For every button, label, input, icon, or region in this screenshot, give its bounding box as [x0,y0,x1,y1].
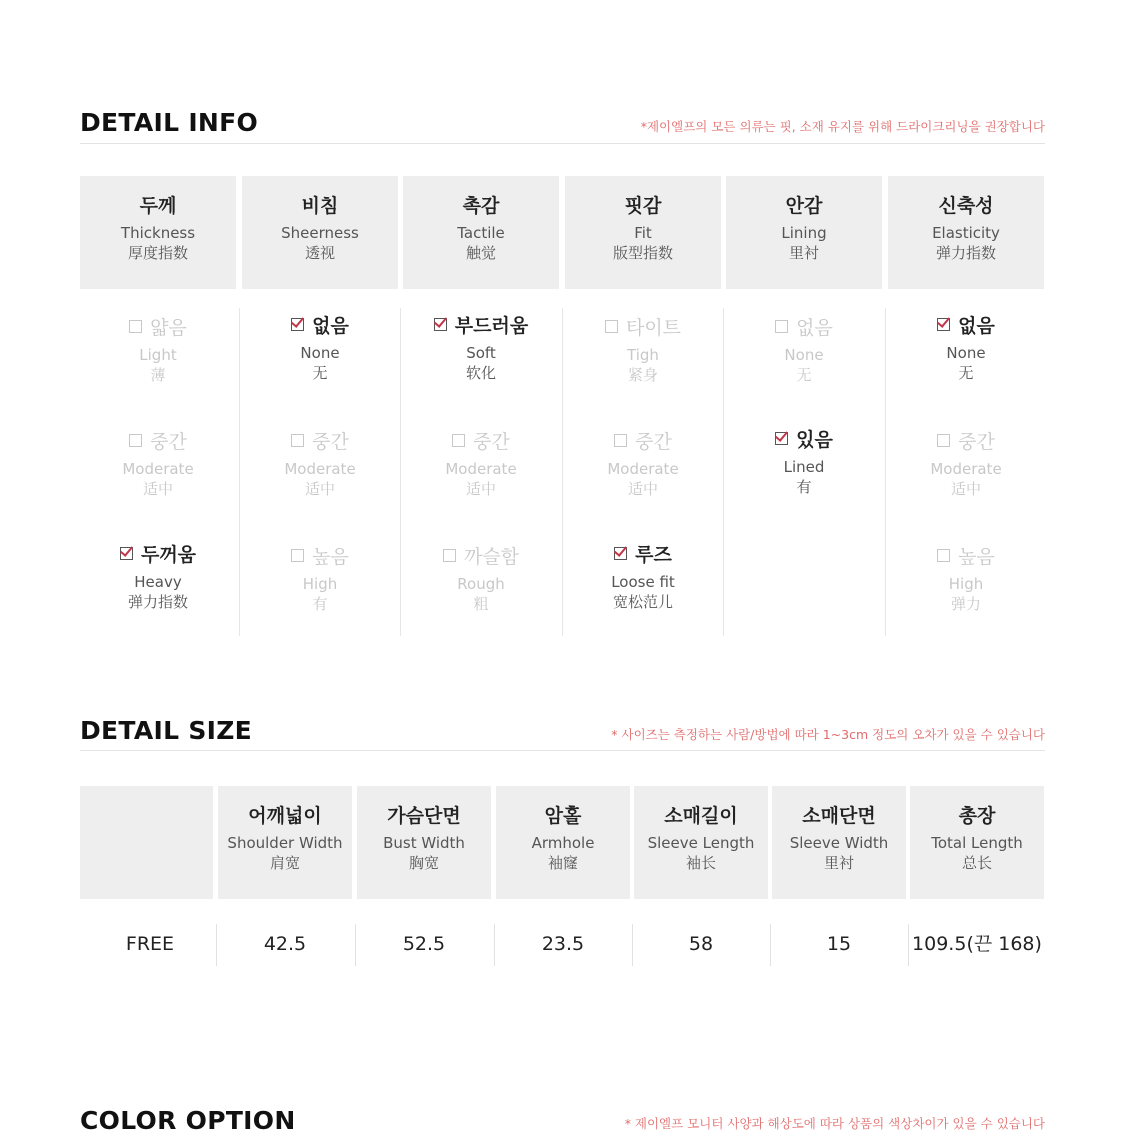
detail-info-divider [80,143,1045,144]
info-option-en-label: Moderate [284,460,356,478]
info-option-cn-label: 弹力指数 [127,593,188,611]
info-option-ko [79,316,237,340]
size-cell-divider [770,924,771,966]
size-cell-divider [632,924,633,966]
column-divider [239,308,240,636]
info-option [402,430,560,499]
info-option-cn-label: 弹力 [950,595,981,613]
info-option-ko [79,543,237,567]
unchecked-box-icon [937,434,950,447]
info-option-en-label: Rough [457,575,505,593]
info-option-ko [79,430,237,454]
size-header-en-label: Sleeve Length [647,834,755,852]
info-header-cn-label: 厚度指数 [127,244,188,262]
info-option-cn-label: 粗 [473,595,489,613]
unchecked-box-icon [937,549,950,562]
size-value-cell: 58 [688,933,714,955]
info-option-ko-label: 없음 [958,315,995,337]
info-option-ko-label: 중간 [150,431,187,453]
info-header-cn-label: 弹力指数 [935,244,996,262]
size-header-en-label: Total Length [931,834,1023,852]
info-option [79,543,237,612]
info-option-cn-label: 无 [312,364,328,382]
info-option-ko [241,545,399,569]
info-option-ko-label: 있음 [796,429,833,451]
unchecked-box-icon [443,549,456,562]
column-divider [723,308,724,636]
size-header-ko-label: 암홀 [544,805,582,827]
info-option-cn-label: 适中 [950,480,981,498]
info-option [241,314,399,383]
info-option-cn-label: 适中 [142,480,173,498]
info-option [79,430,237,499]
info-header-sheerness [242,176,398,289]
info-option-ko-label: 중간 [473,431,510,453]
info-option [887,545,1045,614]
info-option-ko [887,545,1045,569]
unchecked-box-icon [452,434,465,447]
info-option-ko [241,430,399,454]
unchecked-box-icon [614,434,627,447]
info-option-ko [564,316,722,340]
info-option [241,545,399,614]
size-header-sleeve-length [634,786,768,899]
info-option-ko [725,316,883,340]
info-option-cn-label: 宽松范儿 [612,593,673,611]
info-option [564,430,722,499]
info-header-elasticity [888,176,1044,289]
size-header-cn-label: 袖窿 [547,854,578,872]
info-option-ko [402,314,560,338]
checked-box-icon [291,318,304,331]
size-header-en-label: Armhole [531,834,595,852]
info-header-en-label: Tactile [457,224,505,242]
info-option-en-label: High [948,575,984,593]
info-header-en-label: Thickness [120,224,196,242]
info-option-en-label: Moderate [930,460,1002,478]
info-option-ko-label: 루즈 [635,544,672,566]
info-option-en-label: None [300,344,340,362]
info-header-cn-label: 透视 [304,244,335,262]
size-header-cn-label: 胸宽 [408,854,439,872]
info-option [564,543,722,612]
info-header-ko-label: 두께 [139,195,177,217]
info-option-ko [564,543,722,567]
info-header-ko-label: 촉감 [462,195,500,217]
info-option-ko-label: 얇음 [150,317,187,339]
info-header-cn-label: 触觉 [465,244,496,262]
info-option-cn-label: 软化 [465,364,496,382]
info-header-en-label: Lining [781,224,827,242]
info-option-ko-label: 높음 [958,546,995,568]
info-option-cn-label: 薄 [150,366,166,384]
info-option-en-label: Moderate [122,460,194,478]
info-header-fit [565,176,721,289]
info-option [725,316,883,385]
info-header-tactile [403,176,559,289]
column-divider [400,308,401,636]
info-option [402,314,560,383]
size-header-sleeve-width [772,786,906,899]
info-option-ko [241,314,399,338]
info-option-en-label: None [946,344,986,362]
size-header-cn-label: 总长 [961,854,992,872]
checked-box-icon [937,318,950,331]
info-option-cn-label: 紧身 [627,366,658,384]
unchecked-box-icon [775,320,788,333]
info-header-ko-label: 신축성 [938,195,994,217]
column-divider [562,308,563,636]
size-cell-divider [908,924,909,966]
unchecked-box-icon [291,549,304,562]
info-option [79,316,237,385]
info-option [725,428,883,497]
info-option-cn-label: 适中 [627,480,658,498]
info-option-ko-label: 두꺼움 [140,544,197,566]
detail-size-note: * 사이즈는 측정하는 사람/방법에 따라 1~3cm 정도의 오차가 있을 수 있습니다 [611,727,1045,742]
info-option-ko-label: 타이트 [625,317,682,339]
size-header-total-length [910,786,1044,899]
info-option-ko-label: 높음 [312,546,349,568]
size-value-cell: 109.5(끈 168) [912,933,1042,955]
size-value-cell: 15 [826,933,852,955]
info-option-ko [887,430,1045,454]
info-option-cn-label: 适中 [304,480,335,498]
size-header-en-label: Bust Width [383,834,465,852]
detail-size-divider [80,750,1045,751]
size-value-cell: 23.5 [541,933,585,955]
color-option-title: COLOR OPTION [80,1106,296,1135]
info-option-en-label: Heavy [134,573,182,591]
info-option-en-label: Loose fit [611,573,675,591]
size-header-corner [80,786,213,899]
size-header-cn-label: 肩宽 [269,854,300,872]
info-option [887,430,1045,499]
info-option-en-label: High [302,575,338,593]
info-option [887,314,1045,383]
info-option-en-label: Soft [466,344,496,362]
info-header-lining [726,176,882,289]
info-header-en-label: Elasticity [932,224,1000,242]
unchecked-box-icon [129,434,142,447]
size-header-armhole [496,786,630,899]
info-option-en-label: Lined [783,458,825,476]
size-header-en-label: Sleeve Width [789,834,889,852]
info-option-ko-label: 없음 [796,317,833,339]
unchecked-box-icon [129,320,142,333]
info-option [402,545,560,614]
info-option-ko [564,430,722,454]
size-value-cell: 42.5 [263,933,307,955]
info-option-en-label: Tigh [627,346,659,364]
info-option-ko-label: 부드러움 [454,315,529,337]
size-row-label: FREE [125,933,175,955]
size-cell-divider [494,924,495,966]
info-header-ko-label: 비침 [301,195,339,217]
info-option-en-label: Light [139,346,177,364]
checked-box-icon [614,547,627,560]
color-option-note: * 제이엘프 모니터 사양과 해상도에 따라 상품의 색상차이가 있을 수 있습니다 [624,1116,1045,1131]
unchecked-box-icon [605,320,618,333]
detail-info-title: DETAIL INFO [80,108,259,137]
info-option-cn-label: 有 [796,478,812,496]
column-divider [885,308,886,636]
info-header-en-label: Fit [634,224,652,242]
size-header-ko-label: 가슴단면 [387,805,461,827]
size-header-ko-label: 소매길이 [664,805,738,827]
info-option [564,316,722,385]
info-option-ko-label: 까슬함 [463,546,520,568]
size-header-bust-width [357,786,491,899]
info-option-en-label: Moderate [445,460,517,478]
size-header-cn-label: 里衬 [823,854,854,872]
info-option [241,430,399,499]
info-option-ko-label: 없음 [312,315,349,337]
size-header-shoulder-width [218,786,352,899]
detail-info-note: *제이엘프의 모든 의류는 핏, 소재 유지를 위해 드라이크리닝을 권장합니다 [640,119,1045,134]
size-header-ko-label: 어깨넓이 [248,805,322,827]
info-option-cn-label: 适中 [465,480,496,498]
info-header-ko-label: 핏감 [624,195,662,217]
size-header-cn-label: 袖长 [685,854,716,872]
checked-box-icon [120,547,133,560]
info-header-cn-label: 里衬 [788,244,819,262]
info-option-ko [725,428,883,452]
size-cell-divider [216,924,217,966]
info-option-ko [402,430,560,454]
info-header-ko-label: 안감 [785,195,823,217]
info-option-en-label: Moderate [607,460,679,478]
info-header-en-label: Sheerness [281,224,359,242]
size-header-ko-label: 총장 [958,805,996,827]
detail-size-title: DETAIL SIZE [80,716,253,745]
info-option-cn-label: 无 [796,366,812,384]
size-cell-divider [355,924,356,966]
info-header-thickness [80,176,236,289]
info-option-ko [887,314,1045,338]
checked-box-icon [434,318,447,331]
info-option-ko-label: 중간 [635,431,672,453]
unchecked-box-icon [291,434,304,447]
info-option-en-label: None [784,346,824,364]
size-header-ko-label: 소매단면 [802,805,876,827]
info-option-ko-label: 중간 [958,431,995,453]
info-option-cn-label: 有 [312,595,328,613]
info-option-cn-label: 无 [958,364,974,382]
size-header-en-label: Shoulder Width [227,834,343,852]
info-option-ko [402,545,560,569]
size-value-cell: 52.5 [402,933,446,955]
info-header-cn-label: 版型指数 [612,244,673,262]
checked-box-icon [775,432,788,445]
info-option-ko-label: 중간 [312,431,349,453]
